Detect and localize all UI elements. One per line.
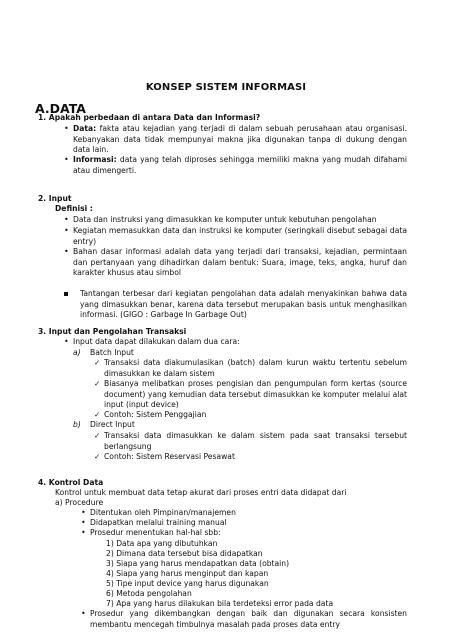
procedure-step: 7) Apa yang harus dilakukan bila terdeteksi error pada data [106,599,334,608]
procedure-bullet-4: • Prosedur yang dikembangkan dengan baik dan digunakan secara konsisten membantu mencegah timbulnya masalah pada proses data entry [90,609,407,630]
question-1-heading: 1. Apakah perbedaan di antara Data dan Informasi? [38,113,261,122]
procedure-step: 3) Siapa yang harus mendapatkan data (obtain) [106,559,290,568]
info-text: data yang telah diproses sehingga memiliki makna yang mudah difahami atau dimengerti. [73,155,407,175]
procedure-bullet-2: • Didapatkan melalui training manual [90,518,227,529]
data-text: fakta atau kejadian yang terjadi di dalam sebuah perusahaan atau organisasi. Kebanyakan data tidak mempunyai makna jika digunakan tanpa di dukung dengan data lain. [73,124,407,154]
procedure-bullet-1: • Ditentukan oleh Pimpinan/manajemen [90,508,236,519]
batch-check-2: ✓ Biasanya melibatkan proses pengisian dan pengumpulan form kertas (source document) yang kemudian data tersebut dimasukkan ke komputer melalui alat input (input device) [104,379,407,411]
batch-check-3: ✓ Contoh: Sistem Penggajian [104,410,206,421]
section-a-heading: A.DATA [35,101,86,116]
procedure-bullet-3: • Prosedur menentukan hal-hal sbb: [90,528,221,539]
procedure-step: 1) Data apa yang dibutuhkan [106,539,218,548]
direct-check-2: ✓ Contoh: Sistem Reservasi Pesawat [104,452,235,463]
batch-input-title: Batch Input [90,348,134,357]
input-bullet-2: • Kegiatan memasukkan data dan instruksi ke komputer (seringkali disebut sebagai data entry) [73,226,407,247]
batch-check-1: ✓ Transaksi data diakumulasikan (batch) dalam kurun waktu tertentu sebelum dimasukkan ke dalam sistem [104,358,407,379]
info-label: Informasi: [73,155,117,164]
document-title: KONSEP SISTEM INFORMASI [145,82,307,93]
data-definition [73,124,407,156]
definition-heading: Definisi : [55,204,93,213]
section-3-bullet: • Input data dapat dilakukan dalam dua cara: [73,337,240,348]
challenge-paragraph: Tantangan terbesar dari kegiatan pengolahan data adalah menyakinkan bahwa data yang dimasukkan benar, karena data tersebut merupakan basis untuk menghasilkan informasi. (GIGO : Garbage In Garbage Out) [80,289,407,319]
procedure-step: 6) Metoda pengolahan [106,589,192,598]
procedure-step: 5) Tipe input device yang harus digunakan [106,579,269,588]
procedure-step: 2) Dimana data tersebut bisa didapatkan [106,549,263,558]
info-definition [73,155,407,176]
data-label: Data: [73,124,97,133]
procedure-step: 4) Siapa yang harus menginput dan kapan [106,569,269,578]
input-heading: 2. Input [38,194,72,203]
direct-input-title: Direct Input [90,420,135,429]
input-bullet-3: • Bahan dasar informasi adalah data yang terjadi dari transaksi, kejadian, permintaan dan pertanyaan yang dihadirkan dalam bentuk: Suara, image, teks, angka, huruf dan karakter khusus atau simbol [73,247,407,279]
direct-check-1: ✓ Transaksi data dimasukkan ke dalam sistem pada saat transaksi tersebut berlangsung [104,431,407,452]
input-bullet-1: • Data dan instruksi yang dimasukkan ke komputer untuk kebutuhan pengolahan [73,215,407,226]
section-4-intro: Kontrol untuk membuat data tetap akurat dari proses entri data didapat dari [55,488,347,497]
direct-label: b) [73,420,81,429]
procedure-label: a) Procedure [55,498,104,507]
batch-label: a) [73,348,81,357]
section-4-heading: 4. Kontrol Data [38,478,104,487]
section-3-heading: 3. Input dan Pengolahan Transaksi [38,327,187,336]
